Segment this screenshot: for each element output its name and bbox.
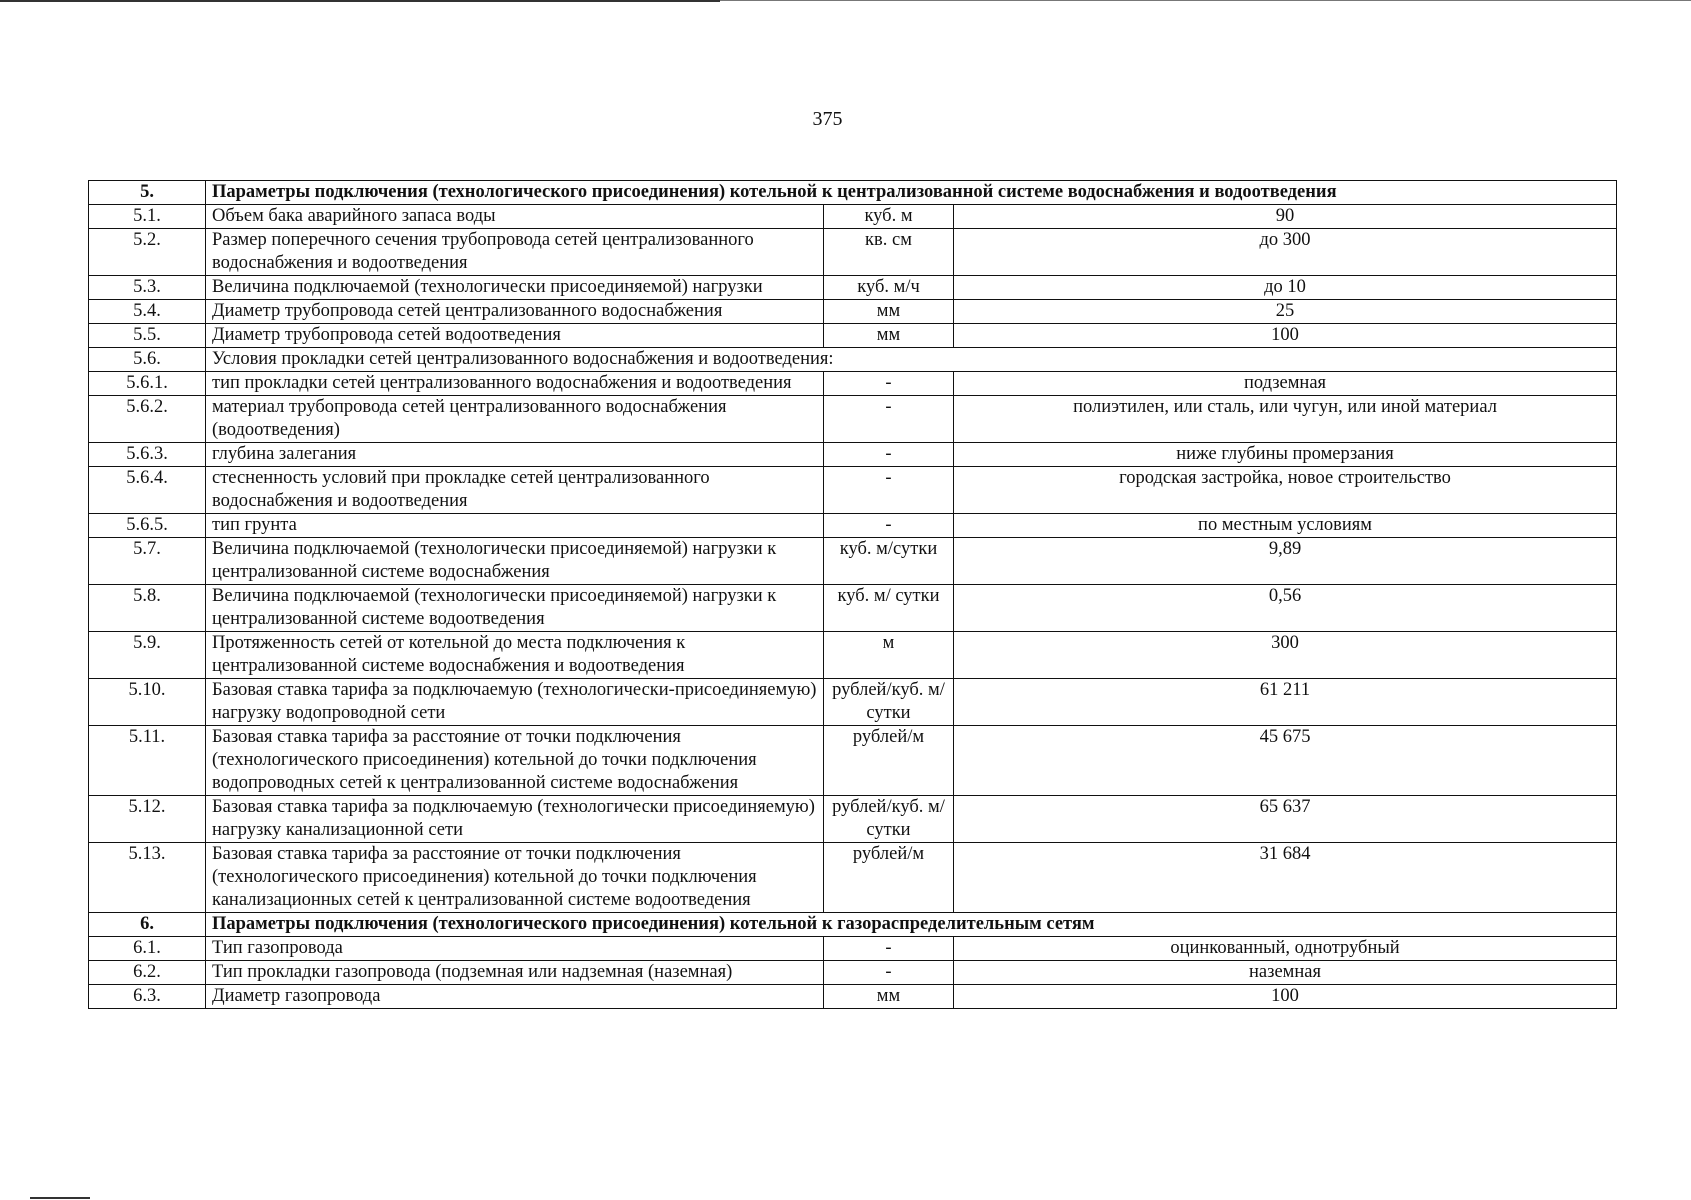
row-value: наземная [954, 961, 1617, 985]
row-unit: мм [824, 324, 954, 348]
row-description: Диаметр газопровода [206, 985, 824, 1009]
row-description: Базовая ставка тарифа за расстояние от точки подключения (технологического присоединения) котельной до точки подключения водопроводных сетей к централизованной системе водоснабжения [206, 726, 824, 796]
row-value: 90 [954, 205, 1617, 229]
table-row [89, 514, 1617, 538]
row-description: Диаметр трубопровода сетей централизованного водоснабжения [206, 300, 824, 324]
section-number: 6. [89, 913, 206, 937]
table-row [89, 467, 1617, 514]
row-number: 5.2. [89, 229, 206, 276]
row-value: полиэтилен, или сталь, или чугун, или иной материал [954, 396, 1617, 443]
row-unit: мм [824, 985, 954, 1009]
row-unit: - [824, 961, 954, 985]
table-row [89, 796, 1617, 843]
table-row [89, 726, 1617, 796]
row-number: 5.13. [89, 843, 206, 913]
row-number: 5.11. [89, 726, 206, 796]
row-value: 0,56 [954, 585, 1617, 632]
row-description: Тип прокладки газопровода (подземная или надземная (наземная) [206, 961, 824, 985]
row-unit: куб. м/сутки [824, 538, 954, 585]
row-number: 5.6.2. [89, 396, 206, 443]
table-row [89, 843, 1617, 913]
row-value: до 10 [954, 276, 1617, 300]
table-row [89, 538, 1617, 585]
row-value: до 300 [954, 229, 1617, 276]
row-number: 5.6.4. [89, 467, 206, 514]
row-number: 6.1. [89, 937, 206, 961]
row-description: Диаметр трубопровода сетей водоотведения [206, 324, 824, 348]
row-number: 5.10. [89, 679, 206, 726]
scan-top-edge-thin [720, 0, 1691, 1]
row-unit: - [824, 372, 954, 396]
row-unit: - [824, 443, 954, 467]
row-description: Базовая ставка тарифа за подключаемую (технологически-присоединяемую) нагрузку водопроводной сети [206, 679, 824, 726]
row-number: 5.7. [89, 538, 206, 585]
row-number: 5.9. [89, 632, 206, 679]
table-row [89, 985, 1617, 1009]
row-unit: рублей/куб. м/сутки [824, 679, 954, 726]
row-unit: куб. м/ сутки [824, 585, 954, 632]
row-number: 5.6.1. [89, 372, 206, 396]
row-unit: кв. см [824, 229, 954, 276]
row-value: городская застройка, новое строительство [954, 467, 1617, 514]
row-unit: - [824, 467, 954, 514]
table-row [89, 324, 1617, 348]
row-description: Протяженность сетей от котельной до места подключения к централизованной системе водоснабжения и водоотведения [206, 632, 824, 679]
row-unit: куб. м [824, 205, 954, 229]
row-description: Величина подключаемой (технологически присоединяемой) нагрузки к централизованной системе водоотведения [206, 585, 824, 632]
row-number: 5.6.3. [89, 443, 206, 467]
row-unit: рублей/куб. м/сутки [824, 796, 954, 843]
parameters-table-body [89, 181, 1617, 1009]
row-number: 6.2. [89, 961, 206, 985]
row-number: 6.3. [89, 985, 206, 1009]
row-description: тип прокладки сетей централизованного водоснабжения и водоотведения [206, 372, 824, 396]
row-value: 100 [954, 324, 1617, 348]
row-number: 5.6. [89, 348, 206, 372]
row-unit: куб. м/ч [824, 276, 954, 300]
row-unit: м [824, 632, 954, 679]
row-unit: - [824, 396, 954, 443]
table-row [89, 443, 1617, 467]
row-description: глубина залегания [206, 443, 824, 467]
row-description: Размер поперечного сечения трубопровода сетей централизованного водоснабжения и водоотведения [206, 229, 824, 276]
section-header-row [89, 181, 1617, 205]
row-number: 5.5. [89, 324, 206, 348]
table-row [89, 205, 1617, 229]
row-description: Величина подключаемой (технологически присоединяемой) нагрузки [206, 276, 824, 300]
row-description: Условия прокладки сетей централизованного водоснабжения и водоотведения: [206, 348, 1617, 372]
row-description: Объем бака аварийного запаса воды [206, 205, 824, 229]
parameters-table [88, 180, 1617, 1009]
row-value: 45 675 [954, 726, 1617, 796]
table-row [89, 937, 1617, 961]
table-row [89, 961, 1617, 985]
row-unit: рублей/м [824, 726, 954, 796]
row-number: 5.3. [89, 276, 206, 300]
row-unit: мм [824, 300, 954, 324]
page-number: 375 [812, 108, 843, 130]
row-value: по местным условиям [954, 514, 1617, 538]
row-value: ниже глубины промерзания [954, 443, 1617, 467]
section-title: Параметры подключения (технологического присоединения) котельной к газораспределительным сетям [206, 913, 1617, 937]
section-number: 5. [89, 181, 206, 205]
table-row [89, 372, 1617, 396]
row-value: 31 684 [954, 843, 1617, 913]
table-row [89, 229, 1617, 276]
scan-top-edge [0, 0, 720, 2]
row-value: 65 637 [954, 796, 1617, 843]
row-value: 25 [954, 300, 1617, 324]
row-value: 61 211 [954, 679, 1617, 726]
row-number: 5.1. [89, 205, 206, 229]
row-value: подземная [954, 372, 1617, 396]
table-row [89, 396, 1617, 443]
section-header-row [89, 913, 1617, 937]
row-description: стесненность условий при прокладке сетей централизованного водоснабжения и водоотведения [206, 467, 824, 514]
row-value: 300 [954, 632, 1617, 679]
table-row [89, 300, 1617, 324]
row-unit: - [824, 937, 954, 961]
table-row [89, 632, 1617, 679]
row-description: тип грунта [206, 514, 824, 538]
row-description: Базовая ставка тарифа за подключаемую (технологически присоединяемую) нагрузку канализационной сети [206, 796, 824, 843]
row-description: Тип газопровода [206, 937, 824, 961]
table-row [89, 585, 1617, 632]
row-value: 9,89 [954, 538, 1617, 585]
section-title: Параметры подключения (технологического присоединения) котельной к централизованной системе водоснабжения и водоотведения [206, 181, 1617, 205]
row-value: оцинкованный, однотрубный [954, 937, 1617, 961]
table-row [89, 348, 1617, 372]
row-unit: - [824, 514, 954, 538]
row-number: 5.6.5. [89, 514, 206, 538]
row-number: 5.8. [89, 585, 206, 632]
row-number: 5.4. [89, 300, 206, 324]
row-description: материал трубопровода сетей централизованного водоснабжения (водоотведения) [206, 396, 824, 443]
row-number: 5.12. [89, 796, 206, 843]
row-description: Величина подключаемой (технологически присоединяемой) нагрузки к централизованной системе водоснабжения [206, 538, 824, 585]
table-row [89, 679, 1617, 726]
row-description: Базовая ставка тарифа за расстояние от точки подключения (технологического присоединения) котельной до точки подключения канализационных сетей к централизованной системе водоотведения [206, 843, 824, 913]
row-value: 100 [954, 985, 1617, 1009]
scan-bottom-mark [30, 1197, 90, 1199]
table-row [89, 276, 1617, 300]
row-unit: рублей/м [824, 843, 954, 913]
